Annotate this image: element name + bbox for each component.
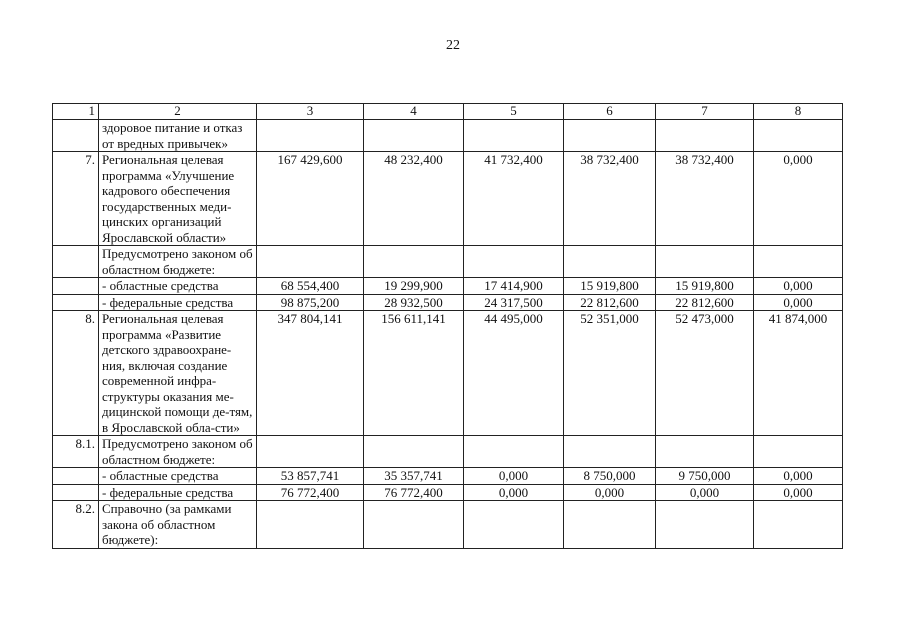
table-row (53, 436, 843, 468)
value-cell: 24 317,500 (464, 294, 564, 311)
row-name: - федеральные средства (99, 484, 257, 501)
value-cell: 0,000 (464, 484, 564, 501)
value-cell: 76 772,400 (364, 484, 464, 501)
column-header: 4 (364, 104, 464, 120)
value-cell (564, 436, 656, 468)
row-name: - областные средства (99, 278, 257, 295)
value-cell: 0,000 (656, 484, 754, 501)
value-cell: 9 750,000 (656, 468, 754, 485)
value-cell: 76 772,400 (257, 484, 364, 501)
value-cell (464, 246, 564, 278)
value-cell (656, 436, 754, 468)
value-cell: 38 732,400 (656, 152, 754, 246)
value-cell: 0,000 (754, 484, 843, 501)
value-cell: 347 804,141 (257, 311, 364, 436)
value-cell: 0,000 (754, 278, 843, 295)
value-cell (257, 436, 364, 468)
value-cell (464, 501, 564, 549)
value-cell (464, 120, 564, 152)
column-header: 2 (99, 104, 257, 120)
value-cell (656, 120, 754, 152)
row-number: 8.1. (53, 436, 99, 468)
value-cell (656, 501, 754, 549)
value-cell: 19 299,900 (364, 278, 464, 295)
value-cell (364, 120, 464, 152)
value-cell: 28 932,500 (364, 294, 464, 311)
header-row (53, 104, 843, 120)
value-cell: 15 919,800 (656, 278, 754, 295)
row-name: Региональная целевая программа «Развитие детского здравоохране-ния, включая создание современной инфра-структуры оказания ме-дицинской помощи де-тям, в Ярославской обла-сти» (99, 311, 257, 436)
column-header: 8 (754, 104, 843, 120)
page-number: 22 (446, 38, 460, 53)
row-name: Справочно (за рамками закона об областном бюджете): (99, 501, 257, 549)
value-cell (564, 246, 656, 278)
value-cell: 44 495,000 (464, 311, 564, 436)
value-cell (656, 246, 754, 278)
value-cell (364, 436, 464, 468)
value-cell: 0,000 (464, 468, 564, 485)
value-cell: 38 732,400 (564, 152, 656, 246)
value-cell: 22 812,600 (656, 294, 754, 311)
column-header: 6 (564, 104, 656, 120)
value-cell: 98 875,200 (257, 294, 364, 311)
table-row (53, 152, 843, 246)
column-header: 3 (257, 104, 364, 120)
value-cell: 52 473,000 (656, 311, 754, 436)
value-cell: 48 232,400 (364, 152, 464, 246)
row-number: 8.2. (53, 501, 99, 549)
value-cell: 0,000 (754, 294, 843, 311)
row-name: здоровое питание и отказ от вредных привычек» (99, 120, 257, 152)
table-row (53, 246, 843, 278)
table-row (53, 468, 843, 485)
table-row (53, 484, 843, 501)
column-header: 7 (656, 104, 754, 120)
row-name: Предусмотрено законом об областном бюджете: (99, 246, 257, 278)
row-name: - областные средства (99, 468, 257, 485)
value-cell: 22 812,600 (564, 294, 656, 311)
value-cell (257, 501, 364, 549)
row-number (53, 468, 99, 485)
value-cell: 15 919,800 (564, 278, 656, 295)
row-number: 7. (53, 152, 99, 246)
table-row (53, 311, 843, 436)
value-cell (364, 501, 464, 549)
row-number (53, 294, 99, 311)
budget-table (52, 103, 843, 549)
column-header: 5 (464, 104, 564, 120)
value-cell (754, 436, 843, 468)
row-number (53, 120, 99, 152)
value-cell: 41 732,400 (464, 152, 564, 246)
value-cell (464, 436, 564, 468)
value-cell: 0,000 (754, 468, 843, 485)
table-row (53, 294, 843, 311)
value-cell (257, 246, 364, 278)
row-name: Региональная целевая программа «Улучшение кадрового обеспечения государственных меди-цинских организаций Ярославской области» (99, 152, 257, 246)
value-cell: 68 554,400 (257, 278, 364, 295)
value-cell: 41 874,000 (754, 311, 843, 436)
row-number (53, 484, 99, 501)
value-cell: 156 611,141 (364, 311, 464, 436)
value-cell (754, 501, 843, 549)
row-name: Предусмотрено законом об областном бюджете: (99, 436, 257, 468)
row-number (53, 246, 99, 278)
row-number: 8. (53, 311, 99, 436)
table-row (53, 120, 843, 152)
value-cell (257, 120, 364, 152)
value-cell (364, 246, 464, 278)
value-cell: 0,000 (564, 484, 656, 501)
value-cell: 17 414,900 (464, 278, 564, 295)
value-cell (564, 120, 656, 152)
value-cell: 0,000 (754, 152, 843, 246)
row-number (53, 278, 99, 295)
value-cell: 53 857,741 (257, 468, 364, 485)
row-name: - федеральные средства (99, 294, 257, 311)
value-cell (754, 246, 843, 278)
column-header: 1 (53, 104, 99, 120)
value-cell (754, 120, 843, 152)
value-cell (564, 501, 656, 549)
value-cell: 167 429,600 (257, 152, 364, 246)
value-cell: 8 750,000 (564, 468, 656, 485)
table-row (53, 278, 843, 295)
value-cell: 52 351,000 (564, 311, 656, 436)
table-row (53, 501, 843, 549)
value-cell: 35 357,741 (364, 468, 464, 485)
